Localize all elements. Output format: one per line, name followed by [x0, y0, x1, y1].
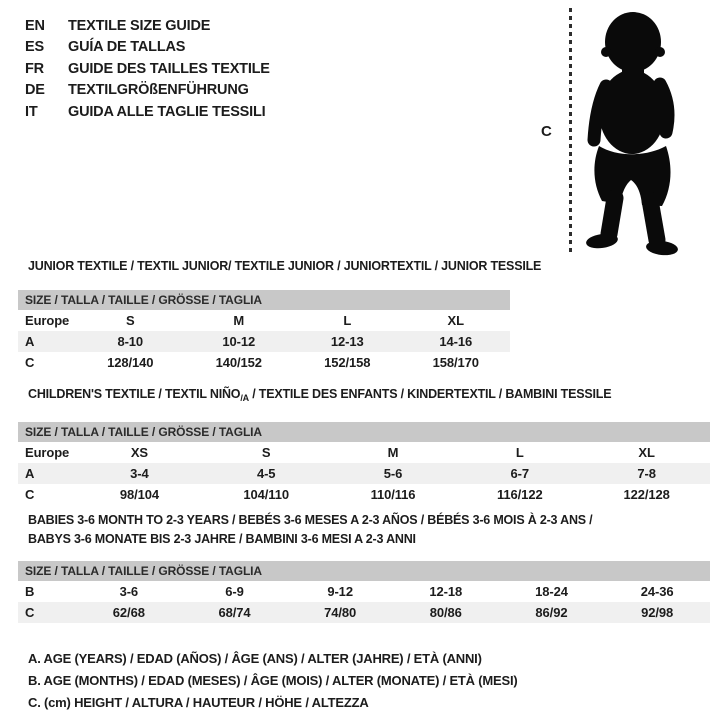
- section-title-subscript: /A: [240, 393, 249, 403]
- size-cell: 12-13: [330, 334, 364, 349]
- table-row: [18, 310, 510, 331]
- lang-label: GUIDE DES TAILLES TEXTILE: [68, 60, 270, 77]
- row-label: B: [25, 584, 35, 599]
- section-title: [18, 385, 710, 408]
- section-title: BABIES 3-6 MONTH TO 2-3 YEARS / BEBÉS 3-6 MESES A 2-3 AÑOS / BÉBÉS 3-6 MOIS À 2-3 ANS /: [28, 513, 593, 527]
- table-row: [18, 352, 510, 373]
- legend-line-b: B. AGE (MONTHS) / EDAD (MESES) / ÂGE (MOIS) / ALTER (MONATE) / ETÀ (MESI): [28, 673, 518, 688]
- lang-code: IT: [25, 103, 38, 120]
- row-label: C: [25, 605, 35, 620]
- lang-row-it: [25, 101, 270, 123]
- section-title-text: CHILDREN'S TEXTILE / TEXTIL NIÑO: [28, 387, 241, 401]
- lang-code: ES: [25, 39, 44, 56]
- table-header-bar: SIZE / TALLA / TAILLE / GRÖSSE / TAGLIA: [18, 290, 510, 310]
- section-title-text: / TEXTILE DES ENFANTS / KINDERTEXTIL / BAMBINI TESSILE: [248, 387, 612, 401]
- legend-line-a: A. AGE (YEARS) / EDAD (AÑOS) / ÂGE (ANS) / ALTER (JAHRE) / ETÀ (ANNI): [28, 651, 482, 666]
- size-cell: M: [387, 445, 399, 460]
- legend: [28, 648, 518, 714]
- table-row: [18, 442, 710, 463]
- size-cell: 152/158: [324, 355, 371, 370]
- size-cell: 6-7: [510, 466, 530, 481]
- size-table: [18, 422, 710, 505]
- row-label: Europe: [25, 313, 70, 328]
- section-title: JUNIOR TEXTILE / TEXTIL JUNIOR/ TEXTILE JUNIOR / JUNIORTEXTIL / JUNIOR TESSILE: [28, 259, 542, 273]
- size-cell: 74/80: [324, 605, 357, 620]
- table-row: [18, 581, 710, 602]
- babies-size-table-slot: [18, 561, 710, 623]
- size-cell: 68/74: [218, 605, 251, 620]
- height-measure-line: [569, 8, 572, 255]
- children-size-table-slot: [18, 422, 710, 505]
- size-cell: 6-9: [225, 584, 244, 599]
- size-cell: 62/68: [112, 605, 145, 620]
- size-cell: 86/92: [535, 605, 568, 620]
- size-cell: 7-8: [637, 466, 656, 481]
- table-row: [18, 463, 710, 484]
- lang-code: FR: [25, 60, 44, 77]
- size-cell: 92/98: [641, 605, 674, 620]
- lang-label: GUÍA DE TALLAS: [68, 39, 186, 56]
- size-cell: XL: [447, 313, 464, 328]
- lang-code: DE: [25, 82, 45, 99]
- size-cell: 110/116: [370, 487, 416, 502]
- children-textile-section: [18, 385, 710, 505]
- table-row: [18, 331, 510, 352]
- lang-row-de: [25, 80, 270, 102]
- size-cell: XL: [638, 445, 655, 460]
- size-cell: 4-5: [256, 466, 276, 481]
- size-cell: M: [233, 313, 245, 328]
- junior-textile-section: [18, 257, 542, 373]
- size-cell: L: [515, 445, 524, 460]
- size-cell: S: [261, 445, 271, 460]
- lang-label: TEXTILE SIZE GUIDE: [68, 17, 211, 34]
- size-cell: 18-24: [535, 584, 568, 599]
- size-cell: S: [125, 313, 135, 328]
- junior-size-table-slot: [18, 290, 510, 373]
- legend-line-c: C. (cm) HEIGHT / ALTURA / HAUTEUR / HÖHE / ALTEZZA: [28, 695, 369, 710]
- size-cell: 80/86: [429, 605, 462, 620]
- size-cell: 104/110: [243, 487, 289, 502]
- table-header-bar: SIZE / TALLA / TAILLE / GRÖSSE / TAGLIA: [18, 561, 710, 581]
- lang-label: TEXTILGRÖßENFÜHRUNG: [68, 82, 249, 99]
- row-label: Europe: [25, 445, 70, 460]
- height-marker-label: C: [541, 123, 552, 140]
- size-cell: L: [343, 313, 352, 328]
- size-cell: 9-12: [327, 584, 353, 599]
- toddler-silhouette-icon: [578, 8, 693, 256]
- size-cell: 8-10: [117, 334, 144, 349]
- table-row: [18, 602, 710, 623]
- language-guide-list: [25, 15, 270, 123]
- size-cell: 3-4: [130, 466, 149, 481]
- size-cell: XS: [130, 445, 148, 460]
- row-label: A: [25, 334, 35, 349]
- size-cell: 10-12: [222, 334, 256, 349]
- size-cell: 158/170: [432, 355, 479, 370]
- size-cell: 116/122: [497, 487, 543, 502]
- table-header-bar: SIZE / TALLA / TAILLE / GRÖSSE / TAGLIA: [18, 422, 710, 442]
- size-cell: 3-6: [119, 584, 139, 599]
- lang-row-en: [25, 15, 270, 37]
- size-table: [18, 290, 510, 373]
- row-label: A: [25, 466, 35, 481]
- size-cell: 12-18: [429, 584, 463, 599]
- lang-code: EN: [25, 17, 45, 34]
- size-cell: 122/128: [623, 487, 670, 502]
- size-cell: 5-6: [383, 466, 403, 481]
- lang-label: GUIDA ALLE TAGLIE TESSILI: [68, 103, 266, 120]
- row-label: C: [25, 487, 35, 502]
- size-cell: 128/140: [107, 355, 154, 370]
- size-cell: 140/152: [215, 355, 262, 370]
- lang-row-es: [25, 37, 270, 59]
- babies-textile-section: [18, 511, 710, 623]
- row-label: C: [25, 355, 35, 370]
- table-row: [18, 484, 710, 505]
- size-cell: 98/104: [119, 487, 159, 502]
- size-cell: 24-36: [640, 584, 674, 599]
- size-cell: 14-16: [439, 334, 473, 349]
- size-table: [18, 561, 710, 623]
- section-title: BABYS 3-6 MONATE BIS 2-3 JAHRE / BAMBINI 3-6 MESI A 2-3 ANNI: [28, 532, 416, 546]
- lang-row-fr: [25, 58, 270, 80]
